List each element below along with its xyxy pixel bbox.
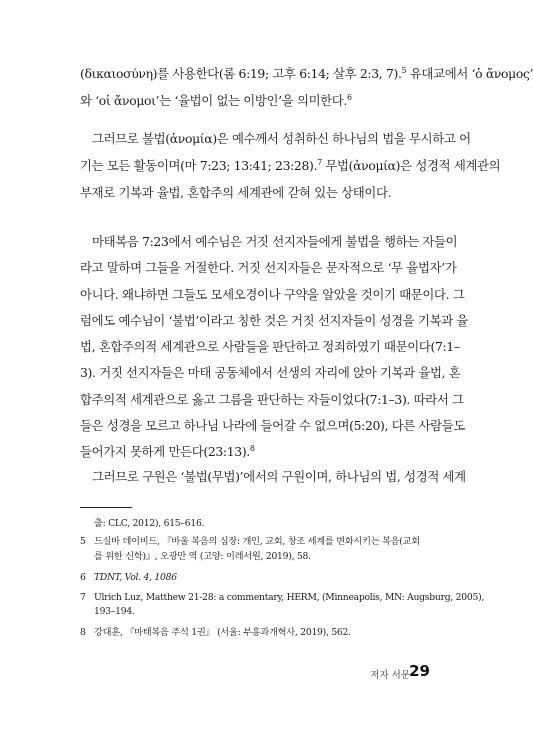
footnote-ref: 6 bbox=[347, 92, 352, 102]
body-line: 합주의적 세계관으로 옳고 그름을 판단하는 자들이었다(7:1–3). 따라서 그 bbox=[80, 392, 464, 407]
body-text: 기는 모든 활동이며(마 7:23; 13:41; 23:28). bbox=[80, 158, 318, 173]
body-line: 럼에도 예수님이 ‘불법’이라고 칭한 것은 거짓 선지자들이 성경을 기복과 율 bbox=[80, 313, 469, 328]
body-line bbox=[80, 65, 533, 82]
footnote-number: 6 bbox=[80, 572, 86, 583]
body-line: 라고 말하며 그들을 거절한다. 거짓 선지자들은 문자적으로 ‘무 율법자’가 bbox=[80, 260, 457, 275]
body-line: 그러므로 구원은 ‘불법(무법)’에서의 구원이며, 하나님의 법, 성경적 세계 bbox=[92, 469, 466, 484]
body-line: 법, 혼합주의적 세계관으로 사람들을 판단하고 정죄하였기 때문이다(7:1– bbox=[80, 339, 460, 354]
body-line: 그러므로 불법(ἀνομία)은 예수께서 성취하신 하나님의 법을 무시하고 어 bbox=[92, 131, 471, 146]
footnote-ref: 8 bbox=[249, 443, 255, 453]
body-line: 부재로 기복과 율법, 혼합주의 세계관에 갇혀 있는 상태이다. bbox=[80, 185, 392, 200]
footnote-text: TDNT, Vol. 4, 1086 bbox=[94, 572, 177, 583]
footnote-text: 193–194. bbox=[94, 606, 135, 617]
body-text: 유대교에서 ‘ὁ ἄνομος’ bbox=[406, 66, 533, 81]
body-line bbox=[80, 93, 428, 109]
footnote-divider bbox=[80, 507, 132, 508]
footnote-item bbox=[80, 571, 428, 584]
body-text: (δικαιοσύνη)를 사용한다(롬 6:19; 고후 6:14; 살후 2:3, 7). bbox=[80, 66, 402, 81]
footnote-item bbox=[80, 626, 428, 639]
body-text: 들어가지 못하게 만든다(23:13). bbox=[80, 444, 250, 459]
body-line: 3). 거짓 선지자들은 마태 공동체에서 선생의 자리에 앉아 기복과 율법, 혼 bbox=[80, 365, 461, 380]
body-text: 와 ‘οἱ ἄνομοι’는 ‘율법이 없는 이방인’을 의미한다. bbox=[80, 93, 348, 108]
body-line bbox=[80, 444, 428, 460]
body-line: 들은 성경을 모르고 하나님 나라에 들어갈 수 없으며(5:20), 다른 사람들도 bbox=[80, 418, 466, 433]
body-line: 아니다. 왜냐하면 그들도 모세오경이나 구약을 알았을 것이기 때문이다. 그 bbox=[80, 287, 465, 302]
body-line bbox=[80, 157, 501, 174]
body-line: 마태복음 7:23에서 예수님은 거짓 선지자들에게 불법을 행하는 자들이 bbox=[92, 234, 458, 249]
footnote-continuation: 출: CLC, 2012), 615–616. bbox=[94, 518, 205, 529]
footnote-item bbox=[80, 535, 428, 548]
footnote-text: 를 위한 신학)』, 오광만 역 (고양: 이레서원, 2019), 58. bbox=[94, 551, 311, 562]
footnote-number: 7 bbox=[80, 592, 86, 603]
footnote-number: 8 bbox=[80, 627, 86, 638]
footnote-text: Ulrich Luz, Matthew 21-28: a commentary, HERM, (Minneapolis, MN: Augsburg, 2005), bbox=[94, 592, 485, 603]
footnote-item bbox=[80, 591, 485, 604]
footnote-number: 5 bbox=[80, 536, 86, 547]
body-text: 무법(ἀνομία)은 성경적 세계관의 bbox=[321, 158, 501, 173]
page-number: 29 bbox=[409, 662, 430, 680]
running-footer-section: 저자 서문 bbox=[370, 670, 410, 681]
footnote-text: 드실바 데이비드, 『바울 복음의 심장: 개인, 교회, 창조 세계를 변화시키는 복음(교회 bbox=[94, 536, 420, 547]
footnote-ref: 5 bbox=[401, 65, 407, 75]
footnote-ref: 7 bbox=[317, 157, 322, 167]
footnote-text: 강대훈, 『마태복음 주석 1권』 (서울: 부흥과개혁사, 2019), 562. bbox=[94, 627, 351, 638]
